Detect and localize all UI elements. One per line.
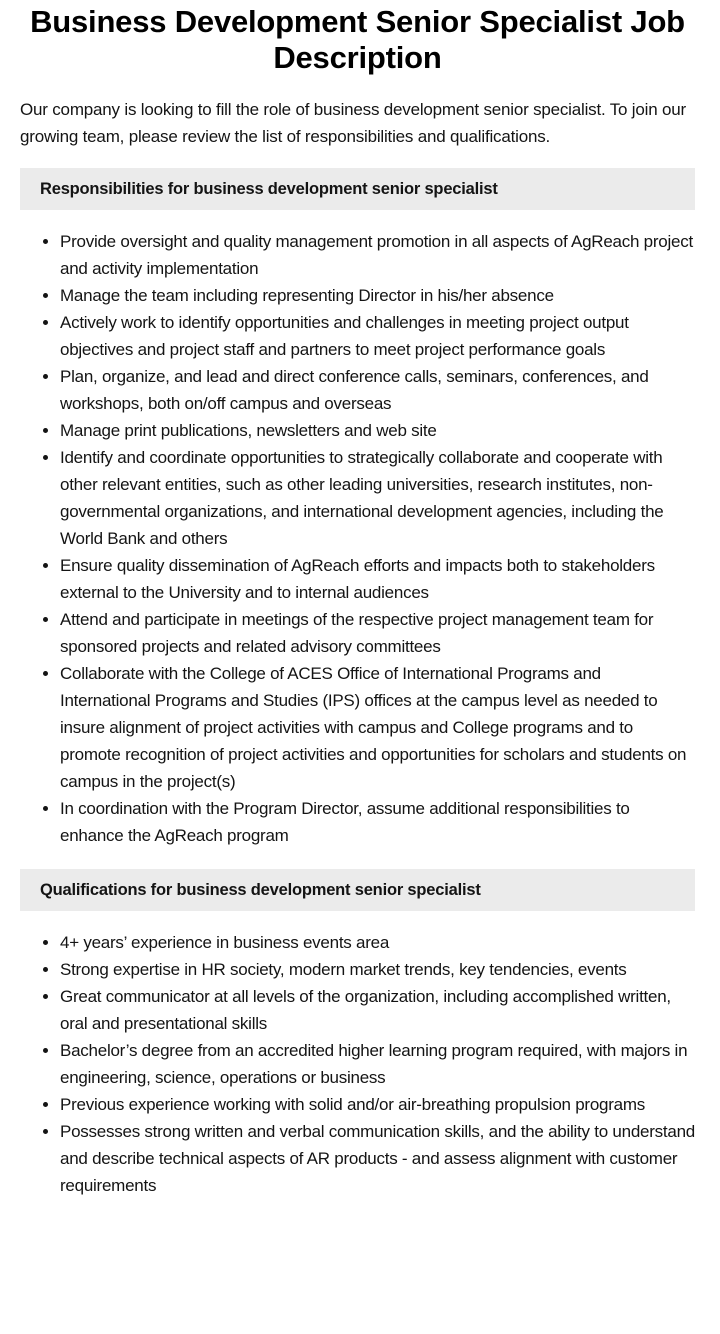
list-item: • Bachelor’s degree from an accredited higher learning program required, with majors in engineering, science, operations or business: [60, 1037, 695, 1091]
list-item: • Strong expertise in HR society, modern market trends, key tendencies, events: [60, 956, 695, 983]
intro-paragraph: Our company is looking to fill the role of business development senior specialist. To join our growing team, please review the list of responsibilities and qualifications.: [20, 100, 686, 146]
list-item: • Provide oversight and quality management promotion in all aspects of AgReach project and activity implementation: [60, 228, 695, 282]
list-item: • Possesses strong written and verbal communication skills, and the ability to understand and describe technical aspects of AR products - and assess alignment with customer requirements: [60, 1118, 695, 1199]
list-item: • Manage the team including representing Director in his/her absence: [60, 282, 695, 309]
list-item: • Collaborate with the College of ACES Office of International Programs and International Programs and Studies (IPS) offices at the campus level as needed to insure alignment of project activities with campus and College programs and to promote recognition of project activities and opportunities for scholars and students on campus in the project(s): [60, 660, 695, 795]
page-title: Business Development Senior Specialist Job Description: [30, 4, 685, 75]
responsibilities-list: [20, 228, 695, 849]
list-item: • 4+ years’ experience in business events area: [60, 929, 695, 956]
list-item: • Ensure quality dissemination of AgReach efforts and impacts both to stakeholders external to the University and to internal audiences: [60, 552, 695, 606]
list-item: • Manage print publications, newsletters and web site: [60, 417, 695, 444]
list-item: • Attend and participate in meetings of the respective project management team for sponsored projects and related advisory committees: [60, 606, 695, 660]
list-item: • Great communicator at all levels of the organization, including accomplished written, oral and presentational skills: [60, 983, 695, 1037]
qualifications-list: [20, 929, 695, 1199]
list-item: • Previous experience working with solid and/or air-breathing propulsion programs: [60, 1091, 695, 1118]
list-item: • Plan, organize, and lead and direct conference calls, seminars, conferences, and workshops, both on/off campus and overseas: [60, 363, 695, 417]
list-item: • Identify and coordinate opportunities to strategically collaborate and cooperate with other relevant entities, such as other leading universities, research institutes, non-governmental organizations, and international development agencies, including the World Bank and others: [60, 444, 695, 552]
qualifications-header: Qualifications for business development senior specialist: [20, 869, 695, 911]
list-item: • In coordination with the Program Director, assume additional responsibilities to enhance the AgReach program: [60, 795, 695, 849]
responsibilities-header: Responsibilities for business development senior specialist: [20, 168, 695, 210]
list-item: • Actively work to identify opportunities and challenges in meeting project output objectives and project staff and partners to meet project performance goals: [60, 309, 695, 363]
